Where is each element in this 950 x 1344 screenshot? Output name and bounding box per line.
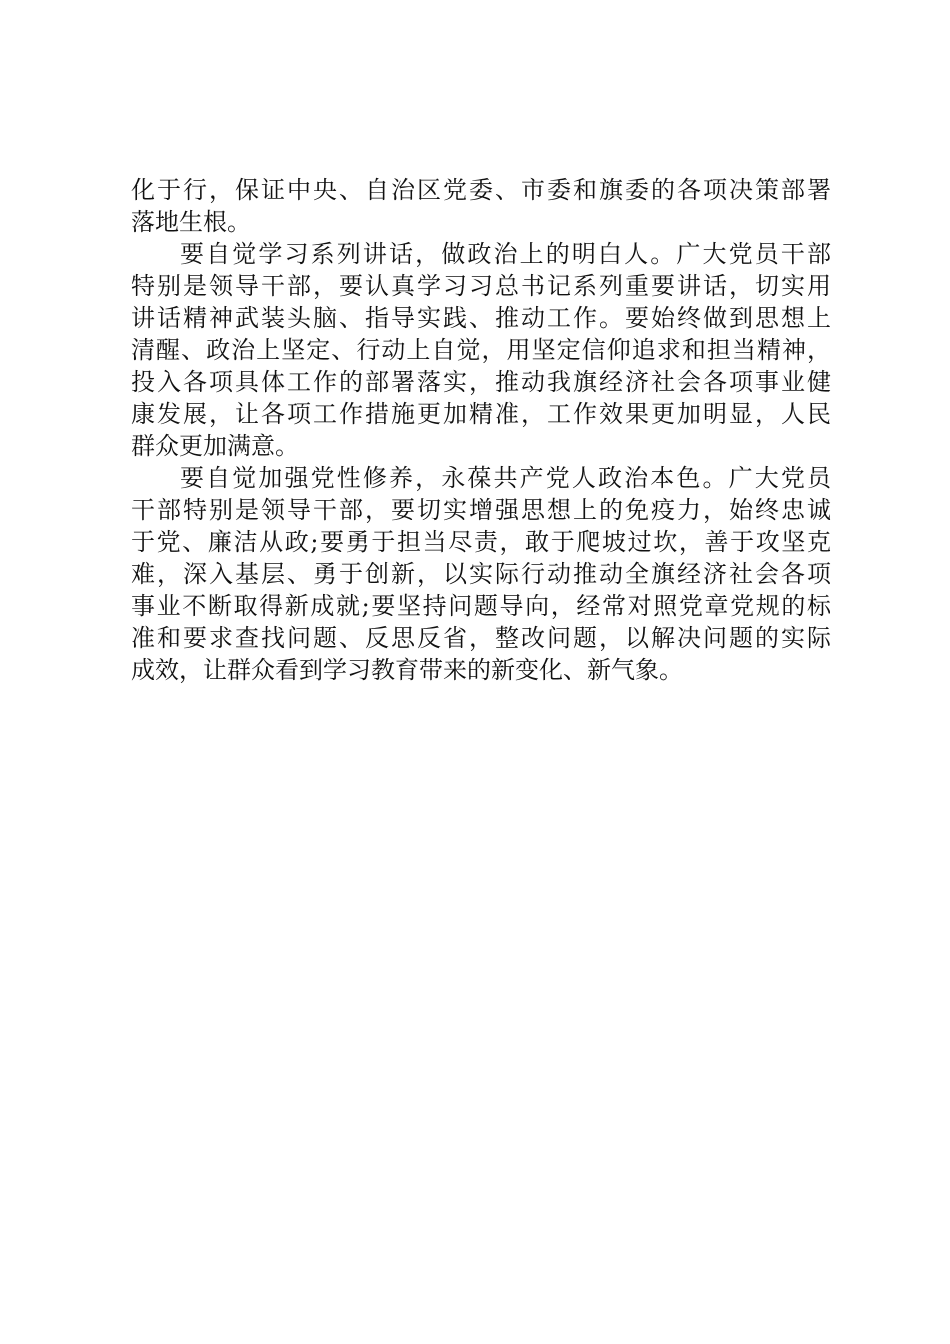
body-text (131, 174, 831, 686)
paragraph-first-line: 要自觉学习系列讲话，做政治上的明白人。广大党员干部 (180, 240, 831, 268)
text-line: 特别是领导干部，要认真学习习总书记系列重要讲话，切实用 (131, 272, 831, 300)
text-line: 准和要求查找问题、反思反省，整改问题，以解决问题的实际 (131, 624, 831, 652)
text-line: 群众更加满意。 (131, 432, 299, 460)
text-line: 投入各项具体工作的部署落实，推动我旗经济社会各项事业健 (131, 368, 831, 396)
text-line: 化于行，保证中央、自治区党委、市委和旗委的各项决策部署 (131, 176, 831, 204)
text-line: 难，深入基层、勇于创新，以实际行动推动全旗经济社会各项 (131, 560, 831, 588)
text-line: 讲话精神武装头脑、指导实践、推动工作。要始终做到思想上 (131, 304, 831, 332)
text-line: 干部特别是领导干部，要切实增强思想上的免疫力，始终忠诚 (131, 496, 831, 524)
text-line: 于党、廉洁从政;要勇于担当尽责，敢于爬坡过坎，善于攻坚克 (131, 528, 831, 556)
text-line: 落地生根。 (131, 208, 251, 236)
text-line: 成效，让群众看到学习教育带来的新变化、新气象。 (131, 656, 683, 684)
text-line: 事业不断取得新成就;要坚持问题导向，经常对照党章党规的标 (131, 592, 831, 620)
text-line: 清醒、政治上坚定、行动上自觉，用坚定信仰追求和担当精神， (131, 336, 831, 364)
paragraph-first-line: 要自觉加强党性修养，永葆共产党人政治本色。广大党员 (180, 464, 831, 492)
text-line: 康发展，让各项工作措施更加精准，工作效果更加明显，人民 (131, 400, 831, 428)
